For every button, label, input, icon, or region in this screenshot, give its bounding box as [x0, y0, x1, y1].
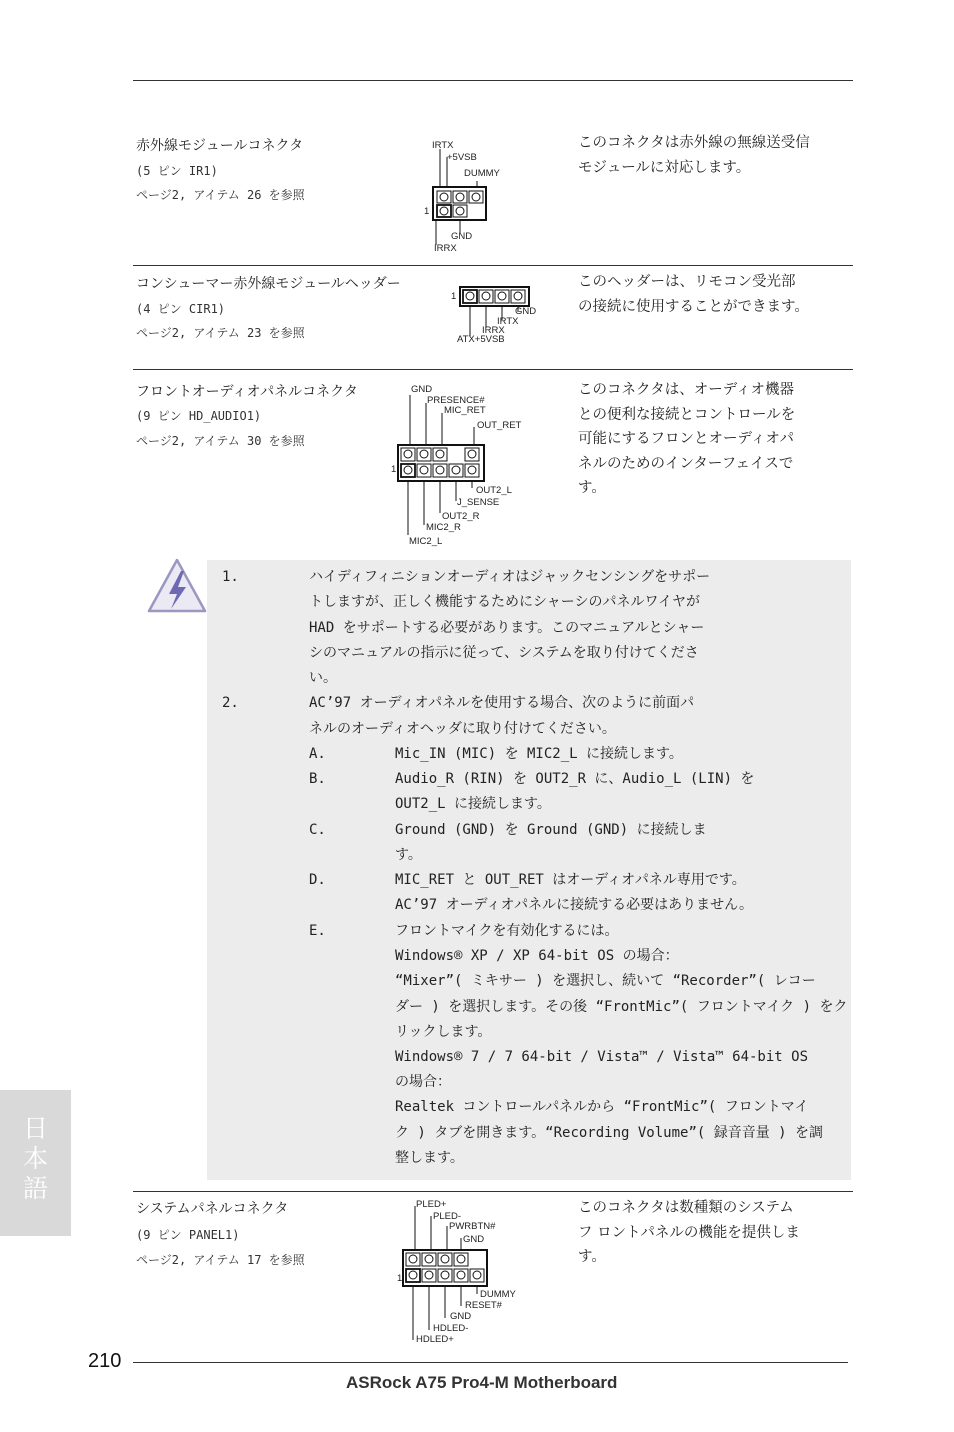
- pin-label: ATX+5VSB: [457, 334, 505, 345]
- pin-label: DUMMY: [464, 168, 500, 179]
- note-text: い。: [309, 670, 337, 686]
- pin-label: PRESENCE#: [427, 395, 485, 406]
- list-number: 2.: [222, 695, 239, 711]
- section-title: コンシューマー赤外線モジュールヘッダー: [136, 276, 401, 292]
- note-text: MIC_RET と OUT_RET はオーディオパネル専用です。: [395, 872, 746, 888]
- note-text: リックします。: [395, 1024, 492, 1040]
- section-description: このコネクタは数種類のシステム フ ロントパネルの機能を提供しま す。: [578, 1200, 800, 1265]
- note-text: Realtek コントロールパネルから “FrontMic”( フロントマイ: [395, 1099, 809, 1115]
- page-reference: ページ2, アイテム 26 を参照: [136, 188, 305, 202]
- pin-label: +5VSB: [447, 152, 477, 163]
- pin-count: (9 ピン PANEL1): [136, 1228, 240, 1242]
- footer-rule: [133, 1362, 848, 1363]
- section-divider: [133, 369, 853, 370]
- note-text: Windows® XP / XP 64-bit OS の場合：: [395, 948, 679, 964]
- list-letter: D.: [309, 872, 326, 888]
- note-text: シのマニュアルの指示に従って、システムを取り付けてくださ: [309, 645, 699, 661]
- note-text: AC’97 オーディオパネルを使用する場合、次のように前面パ: [309, 695, 695, 711]
- pin-one-marker: 1: [451, 291, 457, 302]
- pin-label: HDLED+: [416, 1334, 454, 1345]
- pin-count: (4 ピン CIR1): [136, 302, 226, 316]
- pin-label: IRTX: [432, 140, 454, 151]
- section-description: このコネクタは、オーディオ機器 との便利な接続とコントロールを 可能にするフロンとオーディオパ ネルのためのインターフェイスで す。: [578, 382, 796, 496]
- pin-label: IRRX: [434, 243, 457, 254]
- section-description: このコネクタは赤外線の無線送受信 モジュールに対応します。: [578, 135, 810, 176]
- pin-label: IRRX: [482, 325, 505, 336]
- pin-label: DUMMY: [480, 1289, 516, 1300]
- warning-icon: [146, 557, 208, 615]
- list-letter: E.: [309, 923, 326, 939]
- pin-one-marker: 1: [397, 1273, 403, 1284]
- note-text: AC’97 オーディオパネルに接続する必要はありません。: [395, 897, 754, 913]
- list-number: 1.: [222, 569, 239, 585]
- page-reference: ページ2, アイテム 17 を参照: [136, 1253, 305, 1267]
- pin-count: (5 ピン IR1): [136, 164, 218, 178]
- page-number: 210: [88, 1350, 122, 1372]
- pin-label: GND: [451, 231, 473, 242]
- list-letter: C.: [309, 822, 326, 838]
- note-text: Audio_R (RIN) を OUT2_R に、Audio_L (LIN) を: [395, 771, 755, 787]
- pin-label: MIC2_L: [409, 536, 443, 547]
- footer-product-name: ASRock A75 Pro4-M Motherboard: [346, 1373, 618, 1392]
- page-reference: ページ2, アイテム 23 を参照: [136, 326, 305, 340]
- pin-label: GND: [463, 1234, 485, 1245]
- pin-label: RESET#: [465, 1300, 502, 1311]
- page-reference: ページ2, アイテム 30 を参照: [136, 434, 305, 448]
- note-text: HAD をサポートする必要があります。このマニュアルとシャー: [309, 620, 705, 636]
- section-divider: [133, 265, 853, 266]
- pin-label: PLED-: [433, 1211, 461, 1222]
- note-text: ハイディフィニションオーディオはジャックセンシングをサポー: [309, 569, 711, 585]
- note-text: トしますが、正しく機能するためにシャーシのパネルワイヤが: [309, 594, 701, 610]
- section-divider: [133, 1191, 853, 1192]
- pin-label: GND: [450, 1311, 472, 1322]
- note-text: の場合：: [395, 1074, 451, 1090]
- section-description: このヘッダーは、リモコン受光部 の接続に使用することができます。: [578, 274, 809, 315]
- note-text: Ground (GND) を Ground (GND) に接続しま: [395, 822, 707, 838]
- pin-label: PLED+: [416, 1199, 447, 1210]
- pin-label: IRTX: [497, 316, 519, 327]
- note-text: “Mixer”( ミキサー ) を選択し、続いて “Recorder”( レコー: [395, 973, 816, 989]
- note-text: ネルのオーディオヘッダに取り付けてください。: [309, 721, 616, 737]
- pin-label: OUT2_R: [442, 511, 480, 522]
- note-text: す。: [395, 847, 422, 863]
- pin-count: (9 ピン HD_AUDIO1): [136, 409, 262, 423]
- pin-label: PWRBTN#: [449, 1221, 496, 1232]
- section-title: システムパネルコネクタ: [136, 1201, 289, 1217]
- list-letter: B.: [309, 771, 326, 787]
- note-text: Mic_IN (MIC) を MIC2_L に接続します。: [395, 746, 683, 762]
- note-text: OUT2_L に接続します。: [395, 796, 551, 812]
- pin-label: OUT2_L: [476, 485, 512, 496]
- pin-label: HDLED-: [433, 1323, 469, 1334]
- top-rule: [133, 80, 853, 81]
- pin-label: MIC2_R: [426, 522, 461, 533]
- note-text: Windows® 7 / 7 64-bit / Vista™ / Vista™ 64-bit OS: [395, 1049, 809, 1065]
- note-text: 整します。: [395, 1150, 464, 1166]
- note-text: フロントマイクを有効化するには。: [395, 923, 619, 939]
- pin-label: MIC_RET: [444, 405, 486, 416]
- list-letter: A.: [309, 746, 326, 762]
- pin-label: GND: [515, 306, 537, 317]
- note-text: ダー ) を選択します。その後 “FrontMic”( フロントマイク ) をク: [395, 999, 848, 1015]
- pin-one-marker: 1: [424, 206, 430, 217]
- pin-label: GND: [411, 384, 433, 395]
- section-title: 赤外線モジュールコネクタ: [136, 138, 304, 154]
- pin-one-marker: 1: [391, 464, 397, 475]
- language-side-tab: 日 本 語: [0, 1090, 71, 1236]
- pin-label: OUT_RET: [477, 420, 522, 431]
- section-title: フロントオーディオパネルコネクタ: [136, 384, 358, 400]
- pin-label: J_SENSE: [457, 497, 500, 508]
- note-text: ク ) タブを開きます。“Recording Volume”( 録音音量 ) を調: [395, 1125, 824, 1141]
